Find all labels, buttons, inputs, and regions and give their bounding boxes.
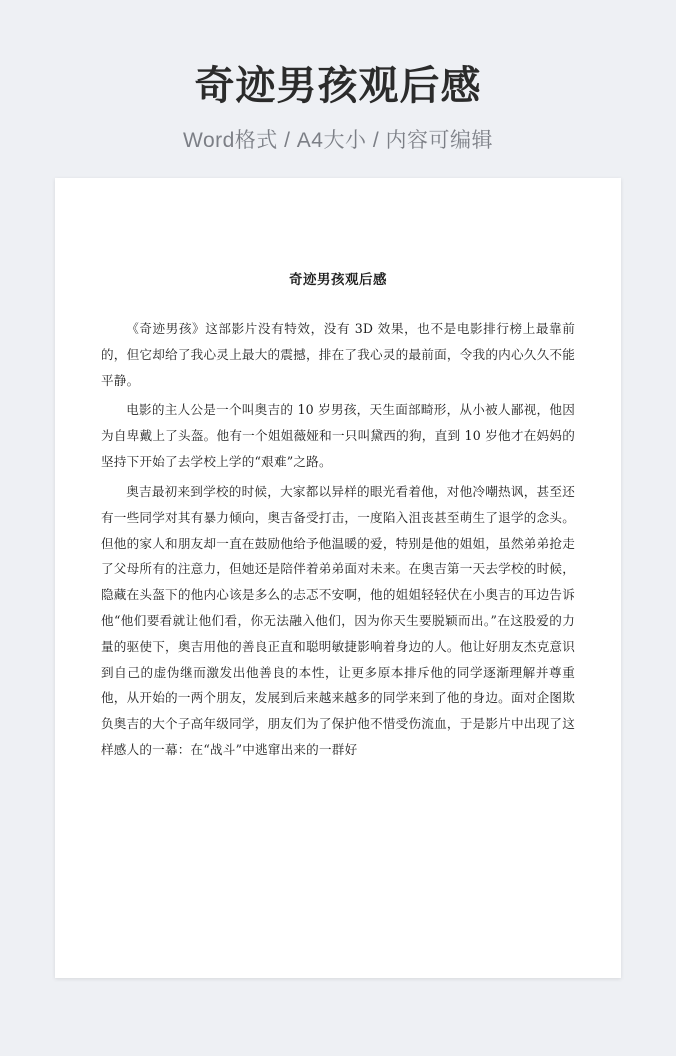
preview-header <box>0 0 676 154</box>
document-page <box>55 178 621 978</box>
document-paragraph: 电影的主人公是一个叫奥吉的 10 岁男孩，天生面部畸形，从小被人鄙视，他因为自卑戴上了头盔。他有一个姐姐薇娅和一只叫黛西的狗，直到 10 岁他才在妈妈的坚持下开始了去学校上学的“艰难”之路。 <box>101 402 575 470</box>
page-subtitle: Word格式 / A4大小 / 内容可编辑 <box>183 129 493 152</box>
document-paragraph: 《奇迹男孩》这部影片没有特效，没有 3D 效果，也不是电影排行榜上最靠前的，但它却给了我心灵上最大的震撼，排在了我心灵的最前面，令我的内心久久不能平静。 <box>101 321 575 388</box>
document-paragraph: 奥吉最初来到学校的时候，大家都以异样的眼光看着他，对他冷嘲热讽，甚至还有一些同学对其有暴力倾向，奥吉备受打击，一度陷入沮丧甚至萌生了退学的念头。但他的家人和朋友却一直在鼓励他给予他温暖的爱，特别是他的姐姐，虽然弟弟抢走了父母所有的注意力，但她还是陪伴着弟弟面对未来。在奥吉第一天去学校的时候，隐藏在头盔下的他内心该是多么的忐忑不安啊，他的姐姐轻轻伏在小奥吉的耳边告诉他“他们要看就让他们看，你无法融入他们，因为你天生要脱颖而出。”在这股爱的力量的驱使下，奥吉用他的善良正直和聪明敏捷影响着身边的人。他让好朋友杰克意识到自己的虚伪继而激发出他善良的本性，让更多原本排斥他的同学逐渐理解并尊重他，从开始的一两个朋友，发展到后来越来越多的同学来到了他的身边。面对企图欺负奥吉的大个子高年级同学，朋友们为了保护他不惜受伤流血，于是影片中出现了这样感人的一幕：在“战斗”中逃窜出来的一群好 <box>101 483 575 757</box>
page-title: 奇迹男孩观后感 <box>194 64 482 108</box>
document-heading: 奇迹男孩观后感 <box>289 272 387 288</box>
